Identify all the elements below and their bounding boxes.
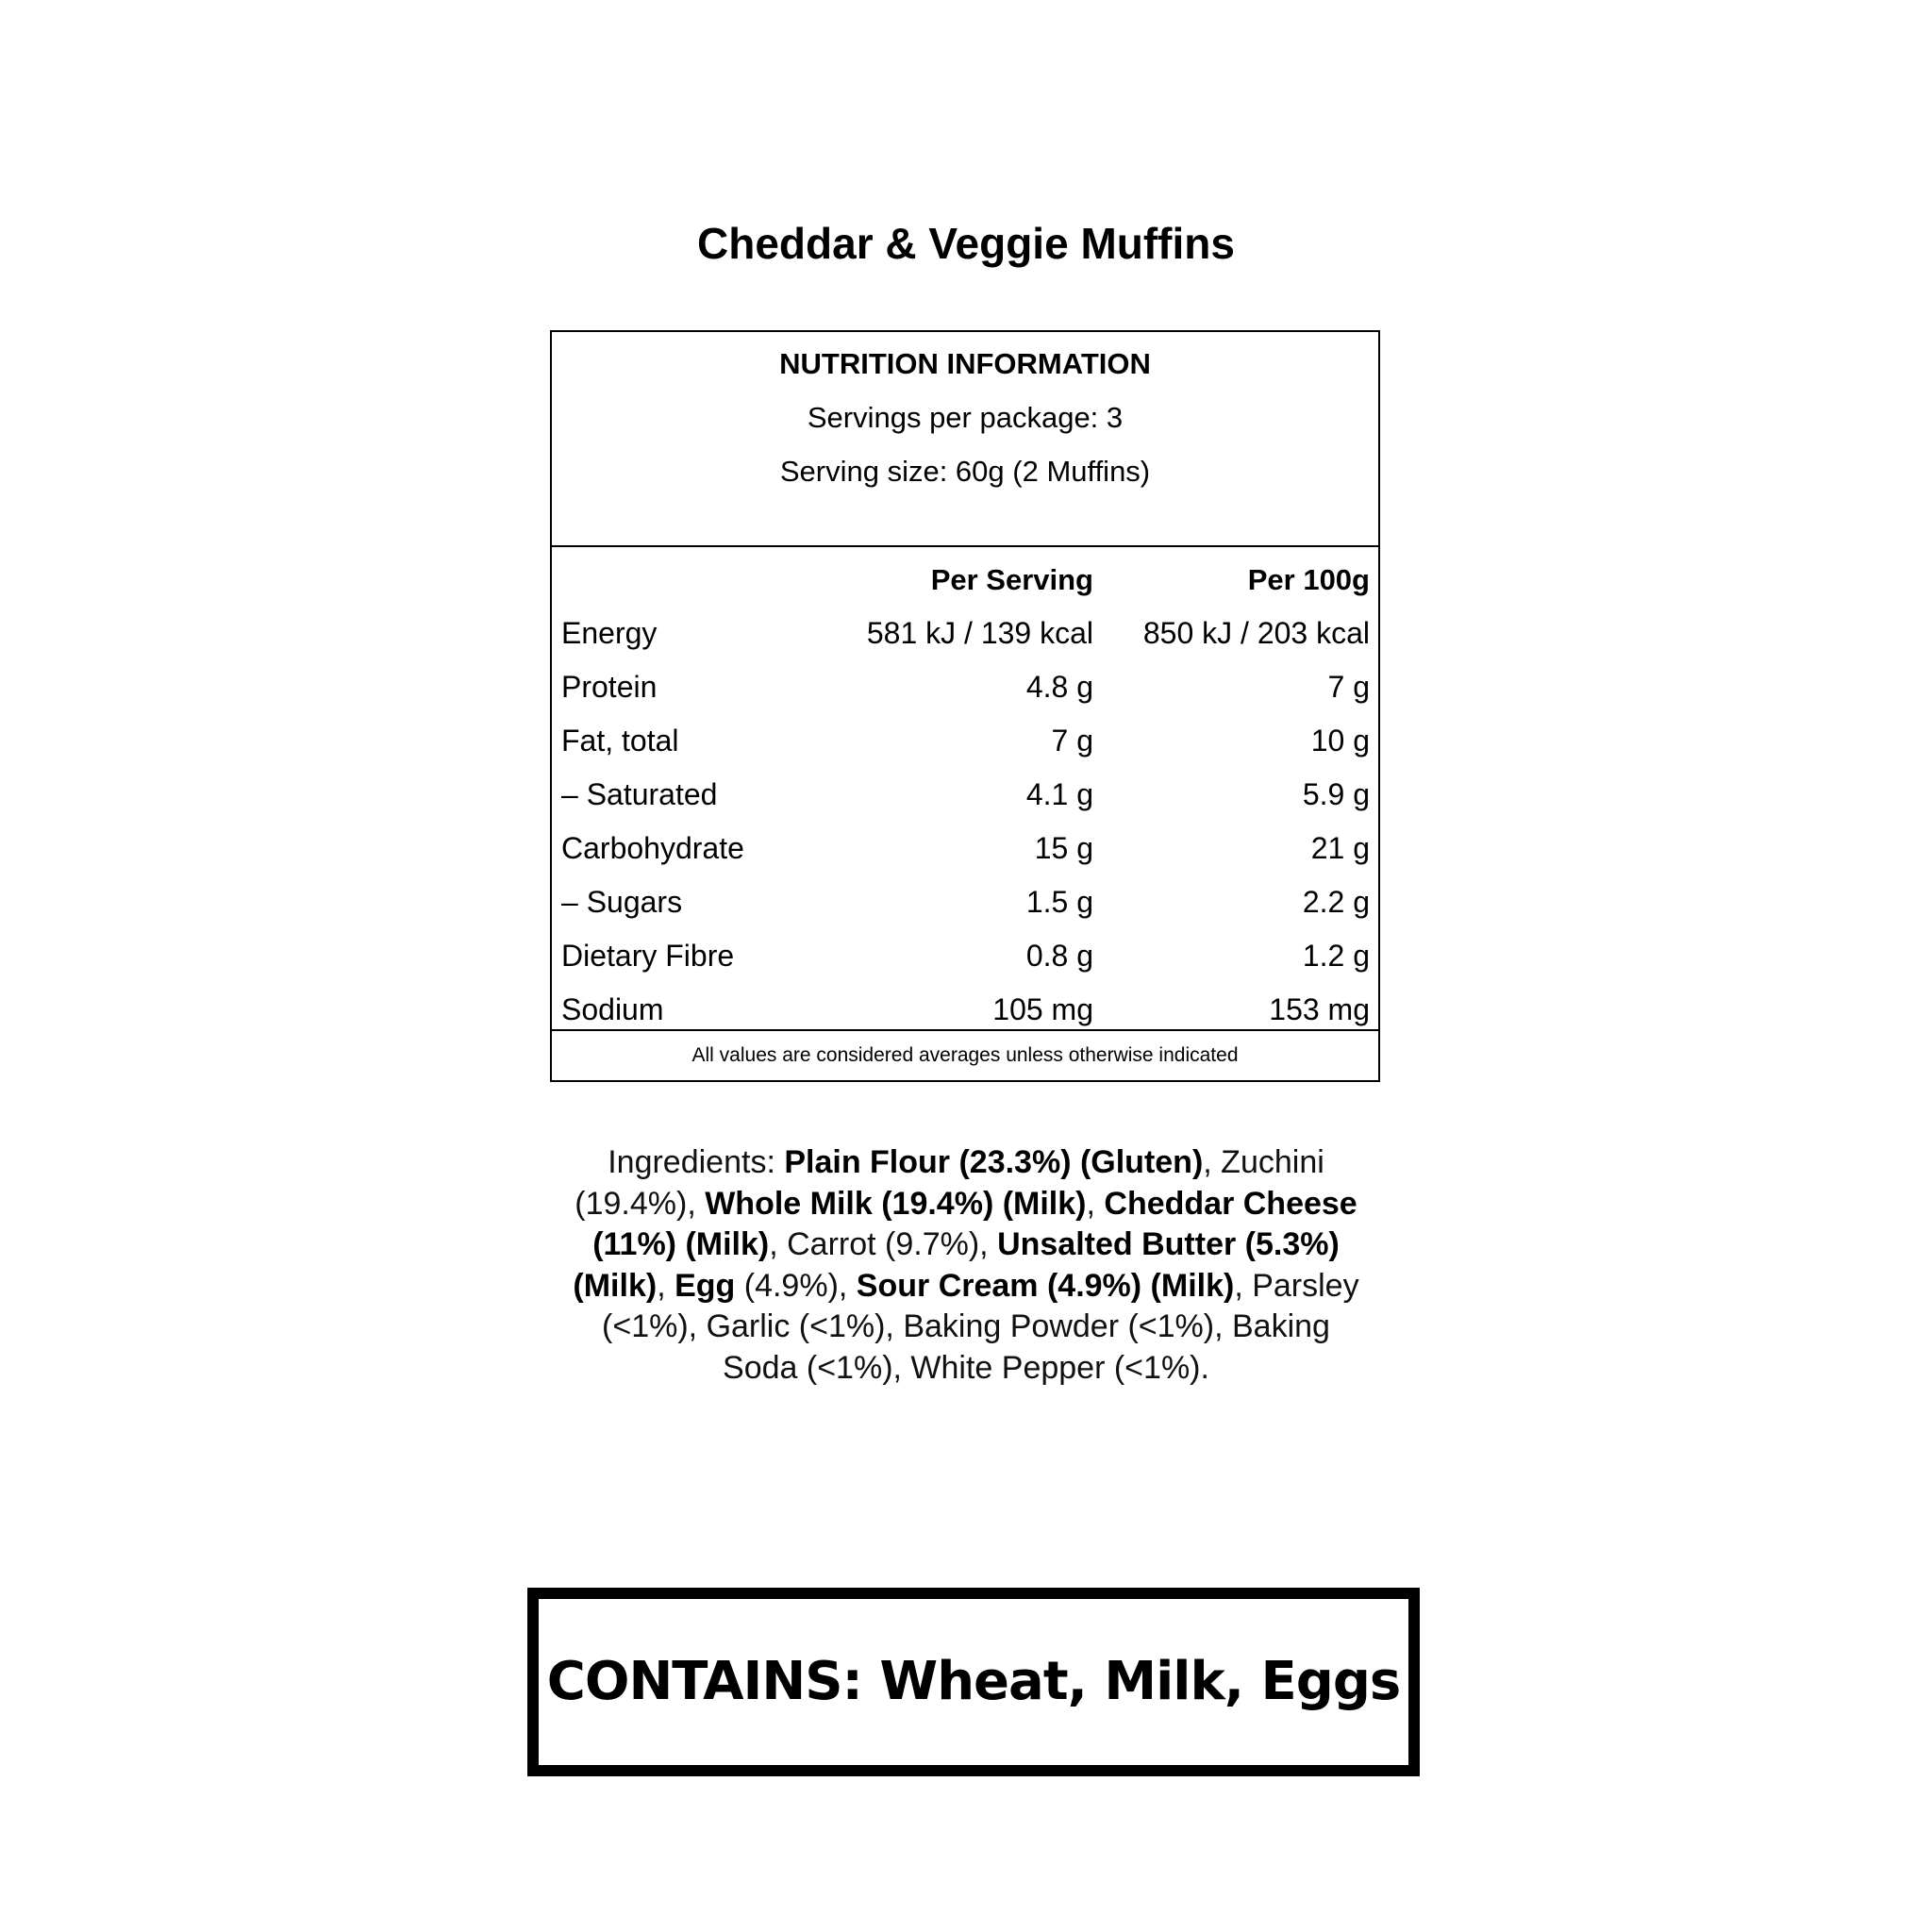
- serving-size: Serving size: 60g (2 Muffins): [779, 455, 1151, 488]
- table-header-row: [552, 553, 1378, 607]
- ingredient-item: Sour Cream (4.9%) (Milk): [856, 1267, 1235, 1304]
- per-serving-value: 0.8 g: [1025, 939, 1093, 973]
- servings-per-package: Servings per package: 3: [807, 401, 1124, 434]
- per-serving-value: 1.5 g: [1025, 885, 1093, 919]
- table-row: [552, 875, 1378, 929]
- per-serving-value: 581 kJ / 139 kcal: [866, 616, 1093, 650]
- nutrient-name: Protein: [561, 670, 658, 704]
- ingredient-item: Whole Milk (19.4%) (Milk): [705, 1185, 1087, 1222]
- ingredient-item: Egg: [675, 1267, 736, 1304]
- per-100g-value: 10 g: [1310, 724, 1370, 758]
- per-serving-value: 105 mg: [992, 992, 1093, 1026]
- nutrient-name: Carbohydrate: [561, 831, 744, 865]
- per-serving-value: 4.1 g: [1025, 777, 1093, 811]
- per-100g-value: 2.2 g: [1302, 885, 1370, 919]
- table-row: [552, 660, 1378, 714]
- per-serving-value: 4.8 g: [1025, 670, 1093, 704]
- nutrient-name: Dietary Fibre: [561, 939, 735, 973]
- ingredient-item: Cheddar Cheese (11%) (Milk): [592, 1185, 1357, 1262]
- nutrition-panel-header: [552, 332, 1378, 547]
- allergen-statement: CONTAINS: Wheat, Milk, Eggs: [546, 1651, 1401, 1712]
- ingredient-item: , Zuchini (19.4%),: [575, 1144, 1324, 1222]
- nutrition-heading: NUTRITION INFORMATION: [779, 347, 1151, 380]
- ingredient-item: Unsalted Butter (5.3%) (Milk): [573, 1226, 1340, 1304]
- nutrient-name: Sodium: [561, 992, 664, 1026]
- product-title: Cheddar & Veggie Muffins: [697, 219, 1235, 268]
- ingredients-list: [564, 1142, 1368, 1389]
- per-100g-value: 153 mg: [1269, 992, 1370, 1026]
- nutrient-name: – Saturated: [561, 777, 718, 811]
- ingredient-item: , Parsley (<1%), Garlic (<1%), Baking Powder (<1%), Baking Soda (<1%), White Pepper (<1%).: [602, 1267, 1359, 1386]
- nutrition-footnote: All values are considered averages unless otherwise indicated: [691, 1044, 1239, 1066]
- ingredient-item: (4.9%),: [735, 1267, 857, 1304]
- ingredients-label: Ingredients:: [608, 1144, 785, 1180]
- table-row: [552, 929, 1378, 983]
- nutrient-name: – Sugars: [561, 885, 683, 919]
- table-row: [552, 607, 1378, 660]
- nutrition-panel: [550, 330, 1380, 1082]
- per-serving-value: 15 g: [1034, 831, 1093, 865]
- table-row: [552, 714, 1378, 768]
- ingredient-item: Plain Flour (23.3%) (Gluten): [784, 1144, 1204, 1180]
- table-row: [552, 768, 1378, 822]
- table-row: [552, 983, 1378, 1037]
- per-100g-value: 5.9 g: [1302, 777, 1370, 811]
- allergen-box: [527, 1588, 1420, 1776]
- per-100g-value: 1.2 g: [1302, 939, 1370, 973]
- nutrient-name: Energy: [561, 616, 658, 650]
- column-header-per-serving: Per Serving: [930, 563, 1093, 596]
- ingredient-item: ,: [657, 1267, 675, 1304]
- per-serving-value: 7 g: [1051, 724, 1093, 758]
- nutrition-table: [552, 547, 1378, 1031]
- ingredient-item: , Carrot (9.7%),: [769, 1226, 998, 1262]
- column-header-per-100g: Per 100g: [1247, 563, 1370, 596]
- per-100g-value: 850 kJ / 203 kcal: [1142, 616, 1370, 650]
- ingredient-item: ,: [1086, 1185, 1105, 1222]
- nutrient-name: Fat, total: [561, 724, 679, 758]
- per-100g-value: 7 g: [1327, 670, 1370, 704]
- table-row: [552, 822, 1378, 875]
- per-100g-value: 21 g: [1310, 831, 1370, 865]
